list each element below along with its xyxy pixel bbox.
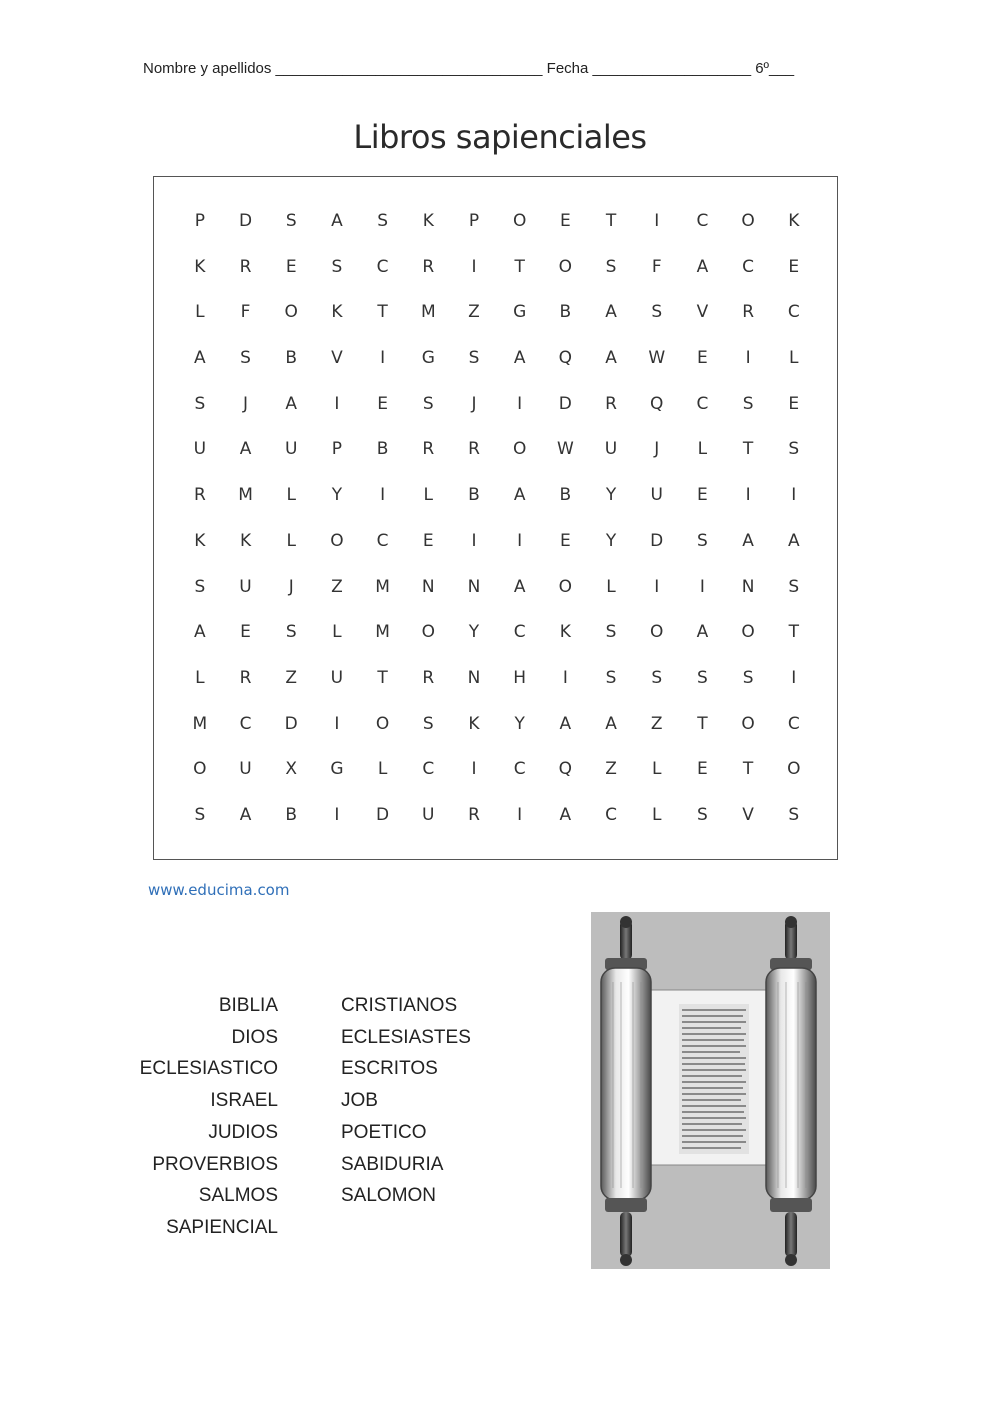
student-info-line: Nombre y apellidos ________________________________ Fecha ___________________ 6º___ [143,60,795,77]
grid-cell: R [742,302,754,323]
grid-cell: C [742,256,755,277]
grid-cell: R [422,667,435,688]
grid-cell: Q [558,348,573,369]
grid-cell: U [193,439,207,460]
word-list-item: ESCRITOS [341,1058,438,1080]
grid-cell: K [194,256,206,277]
grid-cell: O [650,622,664,643]
grid-cell: I [791,667,797,688]
grid-cell: S [605,667,617,688]
grid-cell: U [284,439,298,460]
grid-cell: O [512,211,527,231]
grid-cell: Q [558,759,573,780]
grid-cell: B [559,302,572,323]
grid-cell: S [605,256,617,277]
grid-cell: F [651,256,662,277]
grid-cell: N [741,576,755,597]
word-list-item: JUDIOS [208,1121,278,1143]
grid-cell: U [330,667,344,688]
word-list-item: POETICO [341,1121,427,1143]
grid-cell: B [559,485,572,506]
grid-cell: S [285,211,297,231]
grid-cell: B [376,439,389,460]
word-search-grid [177,199,817,839]
grid-cell: C [787,302,800,323]
grid-cell: I [745,348,751,369]
grid-cell: S [468,348,480,369]
grid-cell: A [559,713,572,734]
grid-cell: I [517,393,523,414]
word-list-item: SABIDURIA [341,1153,444,1175]
grid-cell: B [285,348,298,369]
grid-cell: D [238,211,253,231]
word-list-item: ECLESIASTICO [139,1058,278,1080]
grid-cell: O [741,211,755,231]
grid-cell: O [741,622,755,643]
grid-cell: A [513,348,526,369]
grid-cell: I [517,530,523,551]
grid-cell: M [375,622,390,643]
grid-cell: A [239,439,252,460]
grid-cell: C [696,211,709,231]
grid-cell: O [421,622,435,643]
grid-cell: P [194,211,205,231]
grid-cell: O [284,302,298,323]
grid-cell: I [334,393,340,414]
grid-cell: O [558,576,573,597]
grid-cell: J [654,439,660,460]
grid-cell: O [193,759,207,780]
grid-cell: Y [605,530,617,551]
grid-cell: L [377,759,388,780]
grid-cell: L [697,439,708,460]
grid-cell: A [605,302,617,323]
grid-cell: I [562,667,568,688]
grid-cell: E [697,759,708,780]
grid-cell: M [375,576,390,597]
grid-cell: R [193,485,206,506]
grid-cell: A [696,622,709,643]
grid-cell: N [421,576,435,597]
grid-cell: K [422,211,434,231]
grid-cell: T [742,759,754,780]
grid-cell: E [377,393,388,414]
grid-cell: M [238,485,253,506]
grid-cell: I [791,485,797,506]
grid-cell: A [513,485,526,506]
grid-cell: O [512,439,527,460]
torah-scroll-icon [591,912,830,1269]
grid-cell: N [467,667,481,688]
grid-cell: Y [514,713,525,734]
word-list-item: SALOMON [341,1185,437,1207]
grid-cell: E [788,393,800,414]
grid-cell: R [468,439,480,460]
grid-cell: C [239,713,252,734]
grid-cell: D [650,530,664,551]
grid-cell: O [741,713,755,734]
grid-cell: Z [605,759,617,780]
word-list-item: ISRAEL [210,1090,278,1112]
grid-cell: A [605,713,617,734]
grid-cell: I [334,804,340,825]
grid-cell: H [513,667,527,688]
grid-cell: Y [468,622,480,643]
grid-cell: I [654,576,660,597]
grid-cell: P [468,211,480,231]
grid-cell: L [789,348,799,369]
grid-cell: S [605,622,617,643]
grid-cell: C [513,759,526,780]
grid-cell: A [696,256,709,277]
grid-cell: S [651,302,663,323]
grid-cell: A [331,211,343,231]
grid-cell: D [558,393,572,414]
grid-cell: I [699,576,705,597]
grid-cell: I [380,348,386,369]
grid-cell: B [468,485,480,506]
grid-cell: Z [468,302,480,323]
grid-cell: W [648,348,666,369]
word-list-left [140,990,278,1244]
word-list-item: SAPIENCIAL [166,1216,278,1238]
grid-cell: R [422,439,435,460]
grid-cell: S [377,211,388,231]
grid-cell: U [650,485,663,506]
grid-cell: R [468,804,480,825]
grid-cell: S [194,804,206,825]
grid-cell: I [517,804,523,825]
grid-cell: C [376,530,389,551]
word-list-item: PROVERBIOS [152,1153,278,1175]
grid-cell: R [239,256,252,277]
grid-cell: S [422,713,434,734]
grid-cell: L [286,485,296,506]
grid-cell: S [742,393,754,414]
grid-cell: E [697,485,708,506]
grid-cell: L [286,530,296,551]
grid-cell: O [330,530,344,551]
grid-cell: K [331,302,343,323]
grid-cell: S [194,393,206,414]
page-title: Libros sapienciales [353,118,647,156]
grid-cell: T [742,439,754,460]
grid-cell: C [422,759,435,780]
word-list-item: ECLESIASTES [341,1026,471,1048]
grid-cell: M [420,302,436,323]
grid-cell: Q [650,393,664,414]
grid-cell: L [606,576,616,597]
grid-cell: K [559,622,571,643]
grid-cell: Z [331,576,343,597]
grid-cell: I [380,485,386,506]
grid-cell: I [654,211,660,231]
grid-cell: J [288,576,294,597]
grid-cell: S [788,804,800,825]
grid-cell: U [239,576,252,597]
grid-cell: Z [650,713,663,734]
grid-cell: T [605,211,617,231]
grid-cell: E [697,348,708,369]
grid-cell: S [240,348,251,369]
word-list-item: CRISTIANOS [341,995,458,1016]
grid-cell: S [742,667,754,688]
grid-cell: S [194,576,206,597]
grid-cell: G [421,348,435,369]
grid-cell: E [788,256,800,277]
grid-cell: S [651,667,663,688]
grid-cell: Y [605,485,617,506]
grid-cell: U [239,759,252,780]
grid-cell: E [559,530,571,551]
grid-cell: A [513,576,526,597]
grid-cell: Z [285,667,298,688]
grid-cell: S [697,667,708,688]
grid-cell: N [467,576,481,597]
grid-cell: A [194,348,206,369]
word-list-right [341,990,471,1212]
grid-cell: F [240,302,251,323]
grid-cell: G [330,759,344,780]
grid-cell: E [285,256,297,277]
grid-cell: R [605,393,617,414]
grid-cell: S [422,393,434,414]
grid-cell: I [334,713,340,734]
grid-cell: I [745,485,751,506]
grid-cell: A [559,804,572,825]
grid-cell: L [195,667,205,688]
grid-cell: A [787,530,800,551]
grid-cell: G [513,302,527,323]
grid-cell: O [558,256,573,277]
grid-cell: O [787,759,801,780]
grid-cell: S [331,256,343,277]
grid-cell: V [742,804,754,825]
grid-cell: A [742,530,754,551]
word-list-item: JOB [341,1090,378,1112]
grid-cell: T [788,622,799,643]
grid-cell: R [422,256,435,277]
grid-cell: T [377,302,388,323]
grid-cell: M [192,713,208,734]
grid-cell: K [194,530,206,551]
grid-cell: I [471,256,477,277]
grid-cell: J [243,393,249,414]
grid-cell: C [696,393,709,414]
word-list-item: BIBLIA [218,995,278,1016]
grid-cell: K [239,530,252,551]
grid-cell: T [697,713,708,734]
grid-cell: D [376,804,390,825]
grid-cell: A [194,622,206,643]
grid-cell: Y [331,485,343,506]
grid-cell: A [605,348,617,369]
grid-cell: W [556,439,574,460]
grid-cell: I [471,759,477,780]
grid-cell: S [788,439,800,460]
grid-cell: V [331,348,343,369]
grid-cell: D [284,713,298,734]
word-list-item: DIOS [231,1026,278,1048]
grid-cell: C [605,804,617,825]
grid-cell: V [696,302,709,323]
word-list-item: SALMOS [198,1185,278,1207]
grid-cell: K [468,713,480,734]
grid-cell: E [240,622,251,643]
grid-cell: S [788,576,800,597]
grid-cell: O [375,713,390,734]
grid-cell: P [331,439,343,460]
grid-cell: S [285,622,297,643]
grid-cell: J [471,393,477,414]
grid-cell: L [423,485,434,506]
grid-cell: U [604,439,618,460]
grid-cell: C [513,622,526,643]
grid-cell: E [422,530,434,551]
grid-cell: S [697,530,708,551]
grid-cell: L [651,804,662,825]
site-link[interactable]: www.educima.com [148,881,290,899]
grid-cell: T [377,667,388,688]
grid-cell: K [788,211,800,231]
grid-cell: L [332,622,342,643]
grid-cell: C [376,256,389,277]
grid-cell: A [285,393,298,414]
grid-cell: A [239,804,252,825]
grid-cell: R [239,667,252,688]
grid-cell: X [285,759,298,780]
grid-cell: S [697,804,708,825]
grid-cell: U [422,804,435,825]
grid-cell: C [787,713,800,734]
grid-cell: L [195,302,205,323]
grid-cell: T [514,256,525,277]
grid-cell: E [559,211,571,231]
grid-cell: B [285,804,298,825]
grid-cell: L [651,759,662,780]
grid-cell: I [471,530,477,551]
